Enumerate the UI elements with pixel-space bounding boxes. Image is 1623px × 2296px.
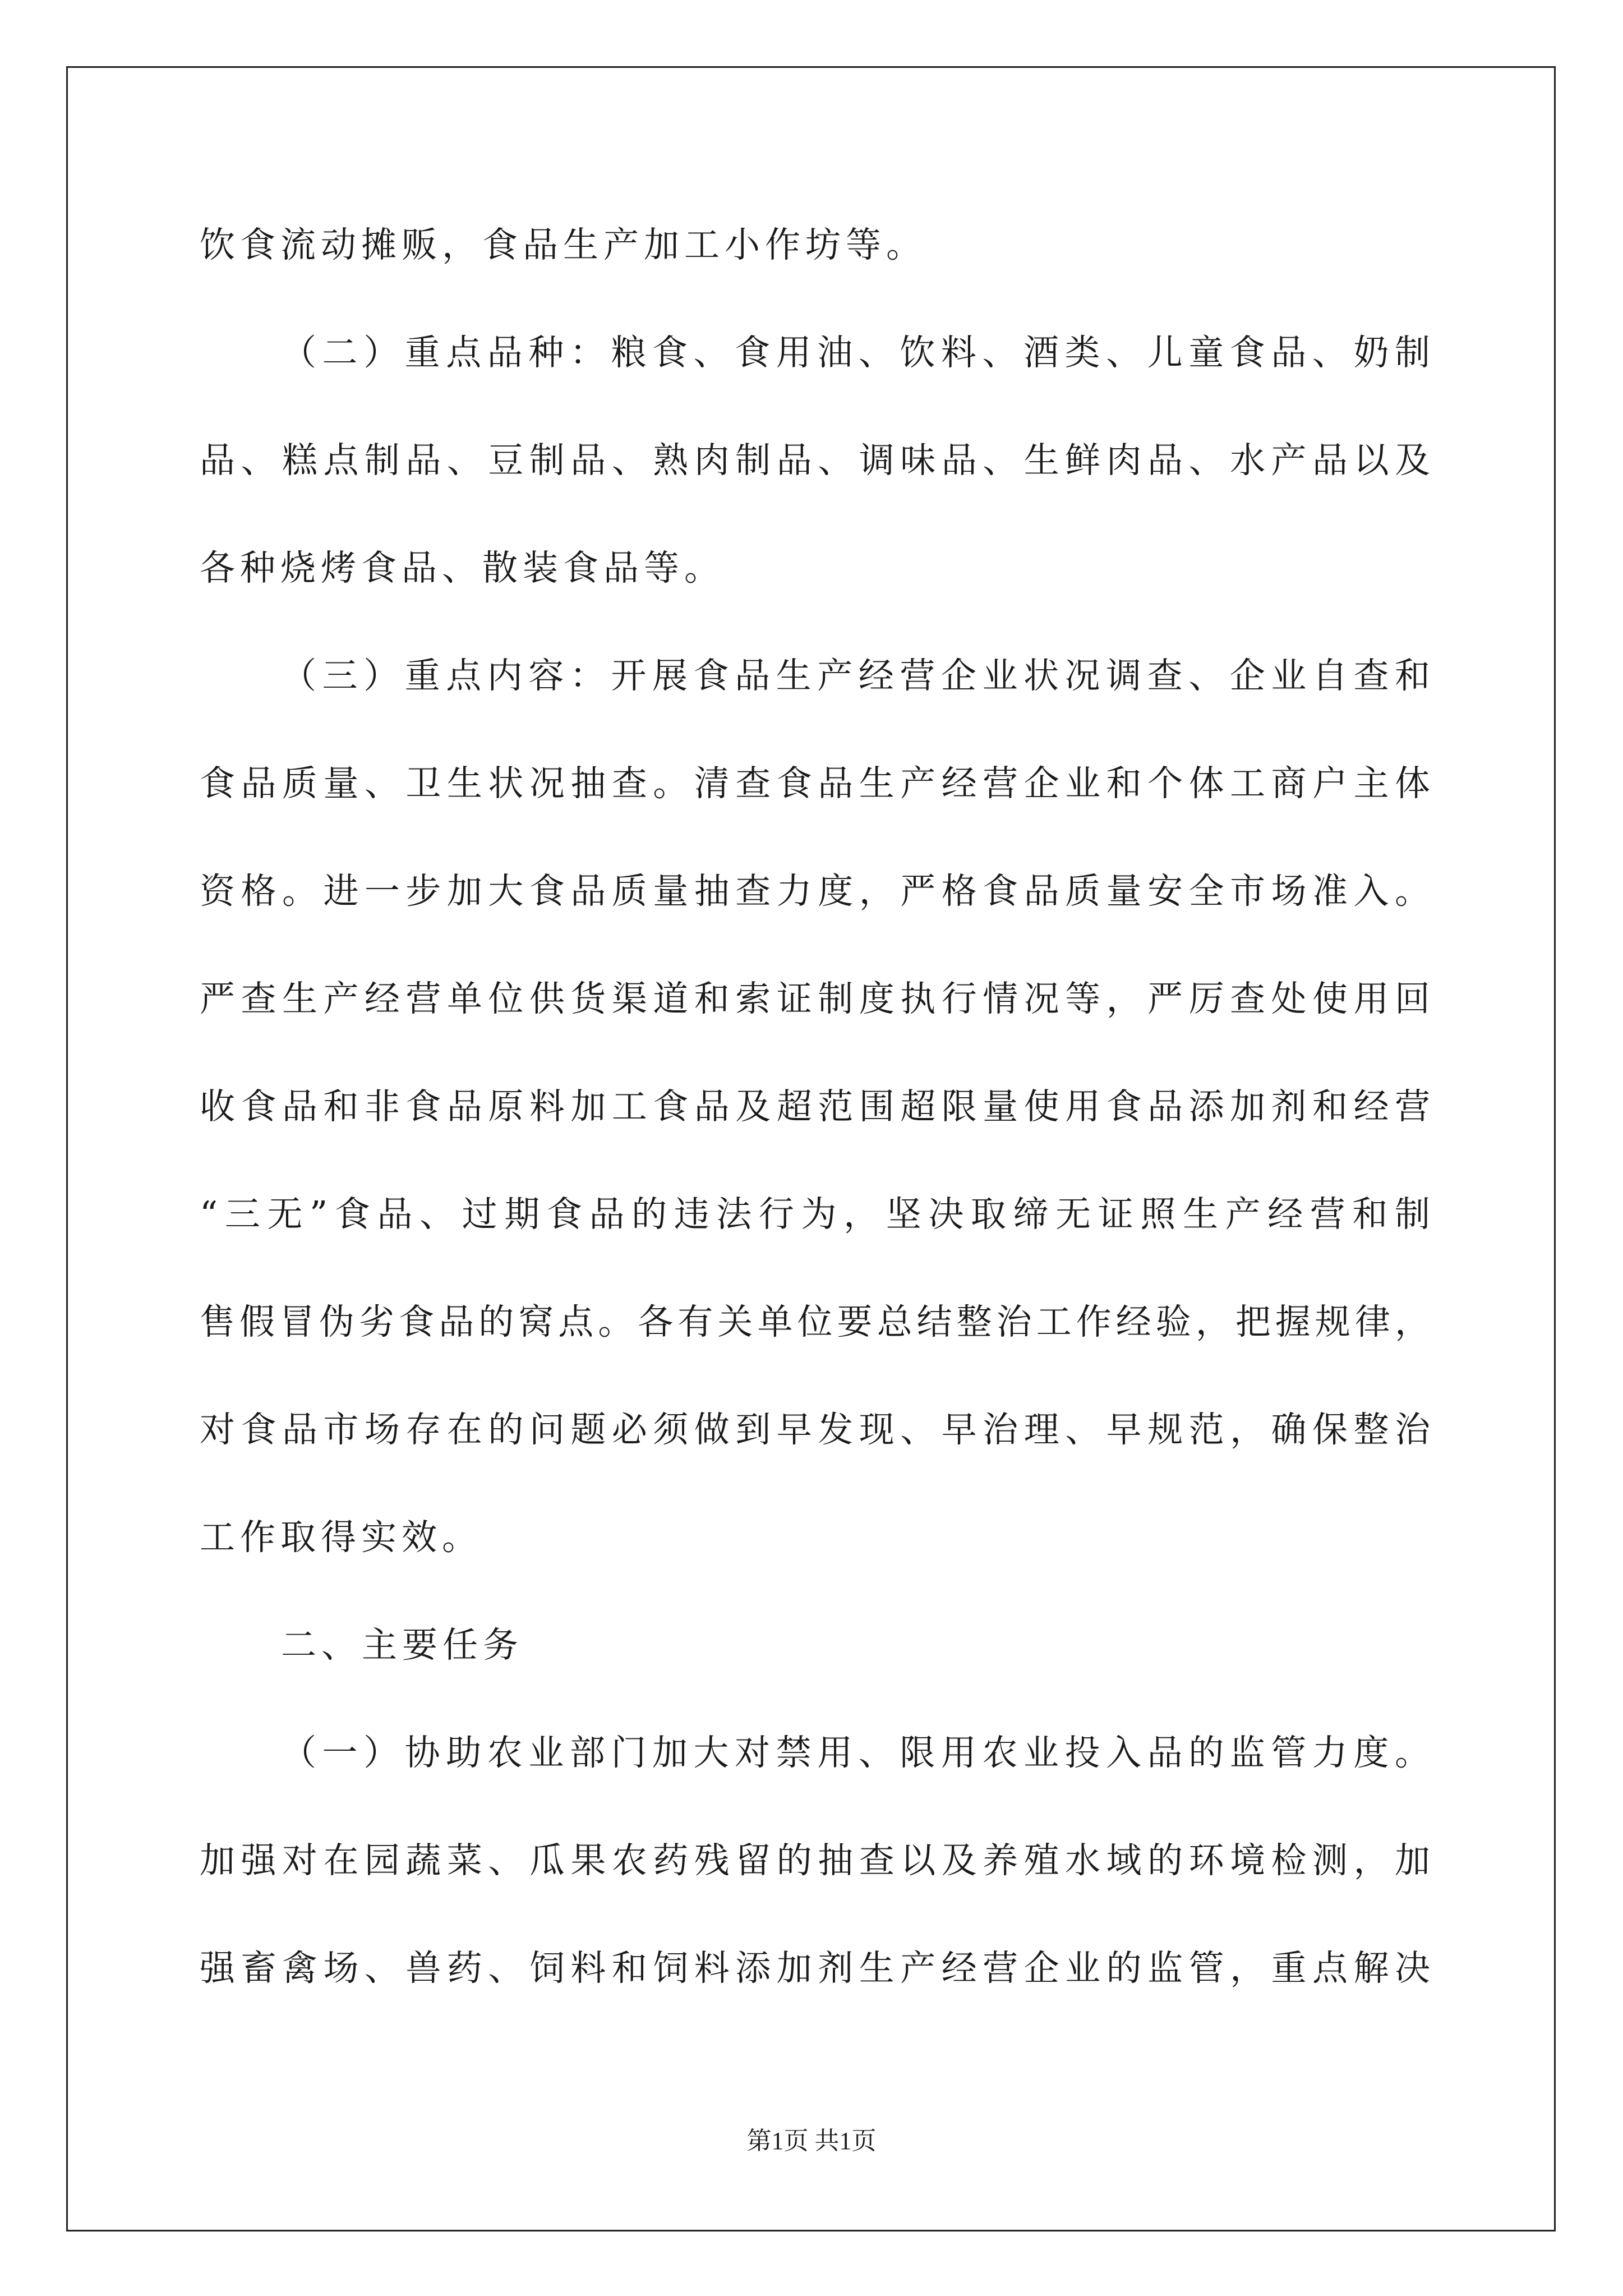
text-line: 工作取得实效。: [200, 1517, 482, 1558]
text-line: 售假冒伪劣食品的窝点。各有关单位要总结整治工作经验，把握规律，: [200, 1301, 1430, 1342]
text-line: （三）重点内容：开展食品生产经营企业状况调查、企业自查和: [281, 655, 1430, 696]
text-line: 食品质量、卫生状况抽查。清查食品生产经营企业和个体工商户主体: [200, 763, 1430, 804]
text-line: 各种烧烤食品、散装食品等。: [200, 547, 725, 588]
page-border: [66, 66, 1556, 2231]
text-line: （二）重点品种：粮食、食用油、饮料、酒类、儿童食品、奶制: [281, 332, 1430, 373]
text-line: 强畜禽场、兽药、饲料和饲料添加剂生产经营企业的监管，重点解决: [200, 1948, 1430, 1989]
section-heading: 二、主要任务: [281, 1625, 523, 1665]
text-line: （一）协助农业部门加大对禁用、限用农业投入品的监管力度。: [281, 1732, 1430, 1773]
text-line: 加强对在园蔬菜、瓜果农药残留的抽查以及养殖水域的环境检测，加: [200, 1840, 1430, 1881]
text-line: 饮食流动摊贩，食品生产加工小作坊等。: [200, 224, 926, 265]
text-line: 品、糕点制品、豆制品、熟肉制品、调味品、生鲜肉品、水产品以及: [200, 440, 1430, 481]
text-line: 严查生产经营单位供货渠道和索证制度执行情况等，严厉查处使用回: [200, 978, 1430, 1019]
text-line: 收食品和非食品原料加工食品及超范围超限量使用食品添加剂和经营: [200, 1086, 1430, 1127]
text-line: 资格。进一步加大食品质量抽查力度，严格食品质量安全市场准入。: [200, 871, 1430, 912]
text-line: “三无”食品、过期食品的违法行为，坚决取缔无证照生产经营和制: [200, 1194, 1430, 1235]
page-number-footer: 第1页 共1页: [746, 2127, 877, 2155]
text-line: 对食品市场存在的问题必须做到早发现、早治理、早规范，确保整治: [200, 1409, 1430, 1450]
